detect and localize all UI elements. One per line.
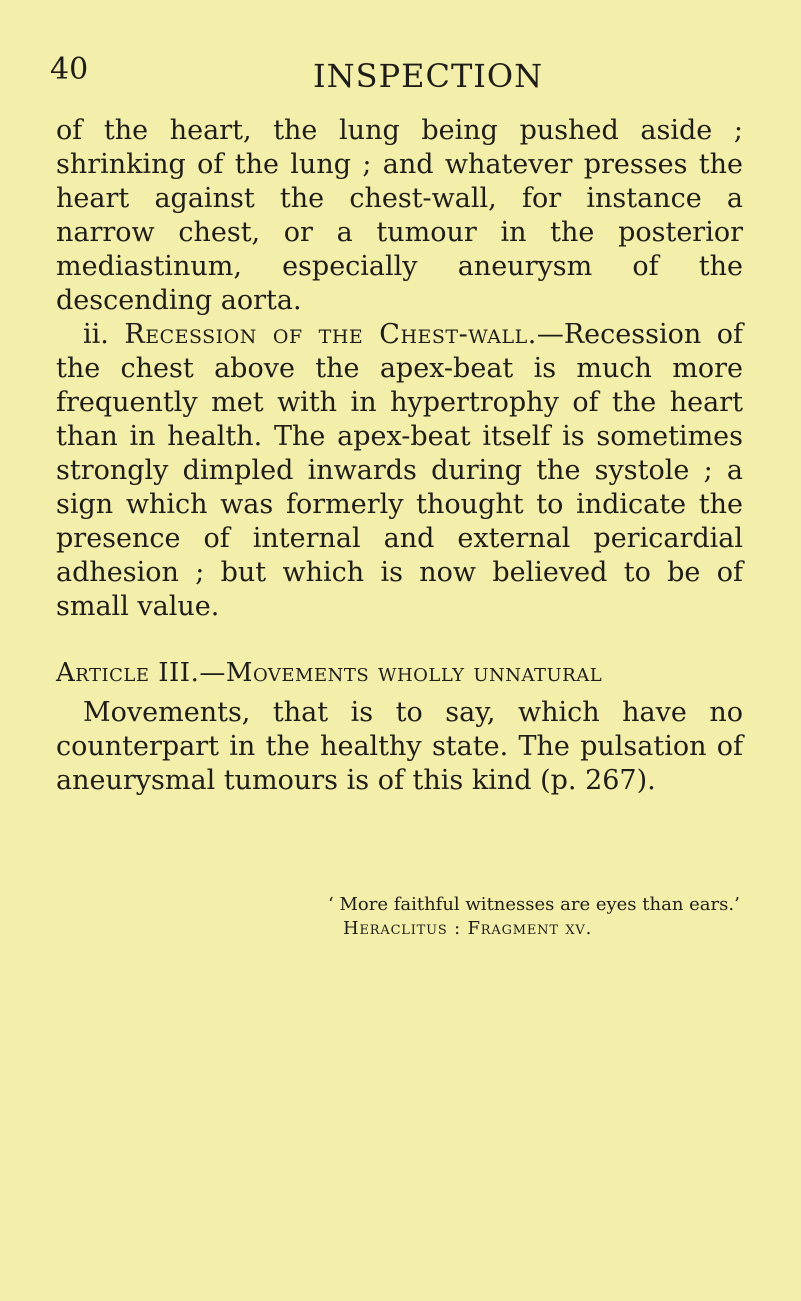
- page-number: 40: [50, 52, 89, 87]
- body-text: [56, 114, 743, 798]
- running-head: INSPECTION: [313, 57, 544, 95]
- paragraph-continuation: of the heart, the lung being pushed aside ; shrinking of the lung ; and whatever presses the heart against the chest-wall, for instance a narrow chest, or a tumour in the posterior mediastinum, especially aneurysm of the descending aorta.: [56, 115, 743, 316]
- paragraph-number: ii.: [83, 319, 109, 350]
- epigraph-quote: ‘ More faithful witnesses are eyes than ears.’: [328, 894, 740, 915]
- section-heading-recession: Recession of the Chest-wall.: [124, 319, 537, 350]
- article-heading-label: Article III.: [56, 658, 200, 688]
- epigraph: [328, 893, 740, 941]
- article-heading: [56, 656, 743, 690]
- paragraph-movements: Movements, that is to say, which have no counterpart in the healthy state. The pulsation of aneurysmal tumours is of this kind (p. 267).: [56, 697, 743, 796]
- article-heading-title: —Movements wholly unnatural: [199, 658, 603, 688]
- paragraph-recession-text: —Recession of the chest above the apex-beat is much more frequently met with in hypertrophy of the heart than in health. The apex-beat itself is sometimes strongly dimpled inwards during the systole ; a sign which was formerly thought to indicate the presence of internal and external pericardial adhesion ; but which is now believed to be of small value.: [56, 319, 743, 622]
- epigraph-source: Heraclitus : Fragment xv.: [343, 918, 593, 939]
- paragraph-recession: [56, 318, 743, 624]
